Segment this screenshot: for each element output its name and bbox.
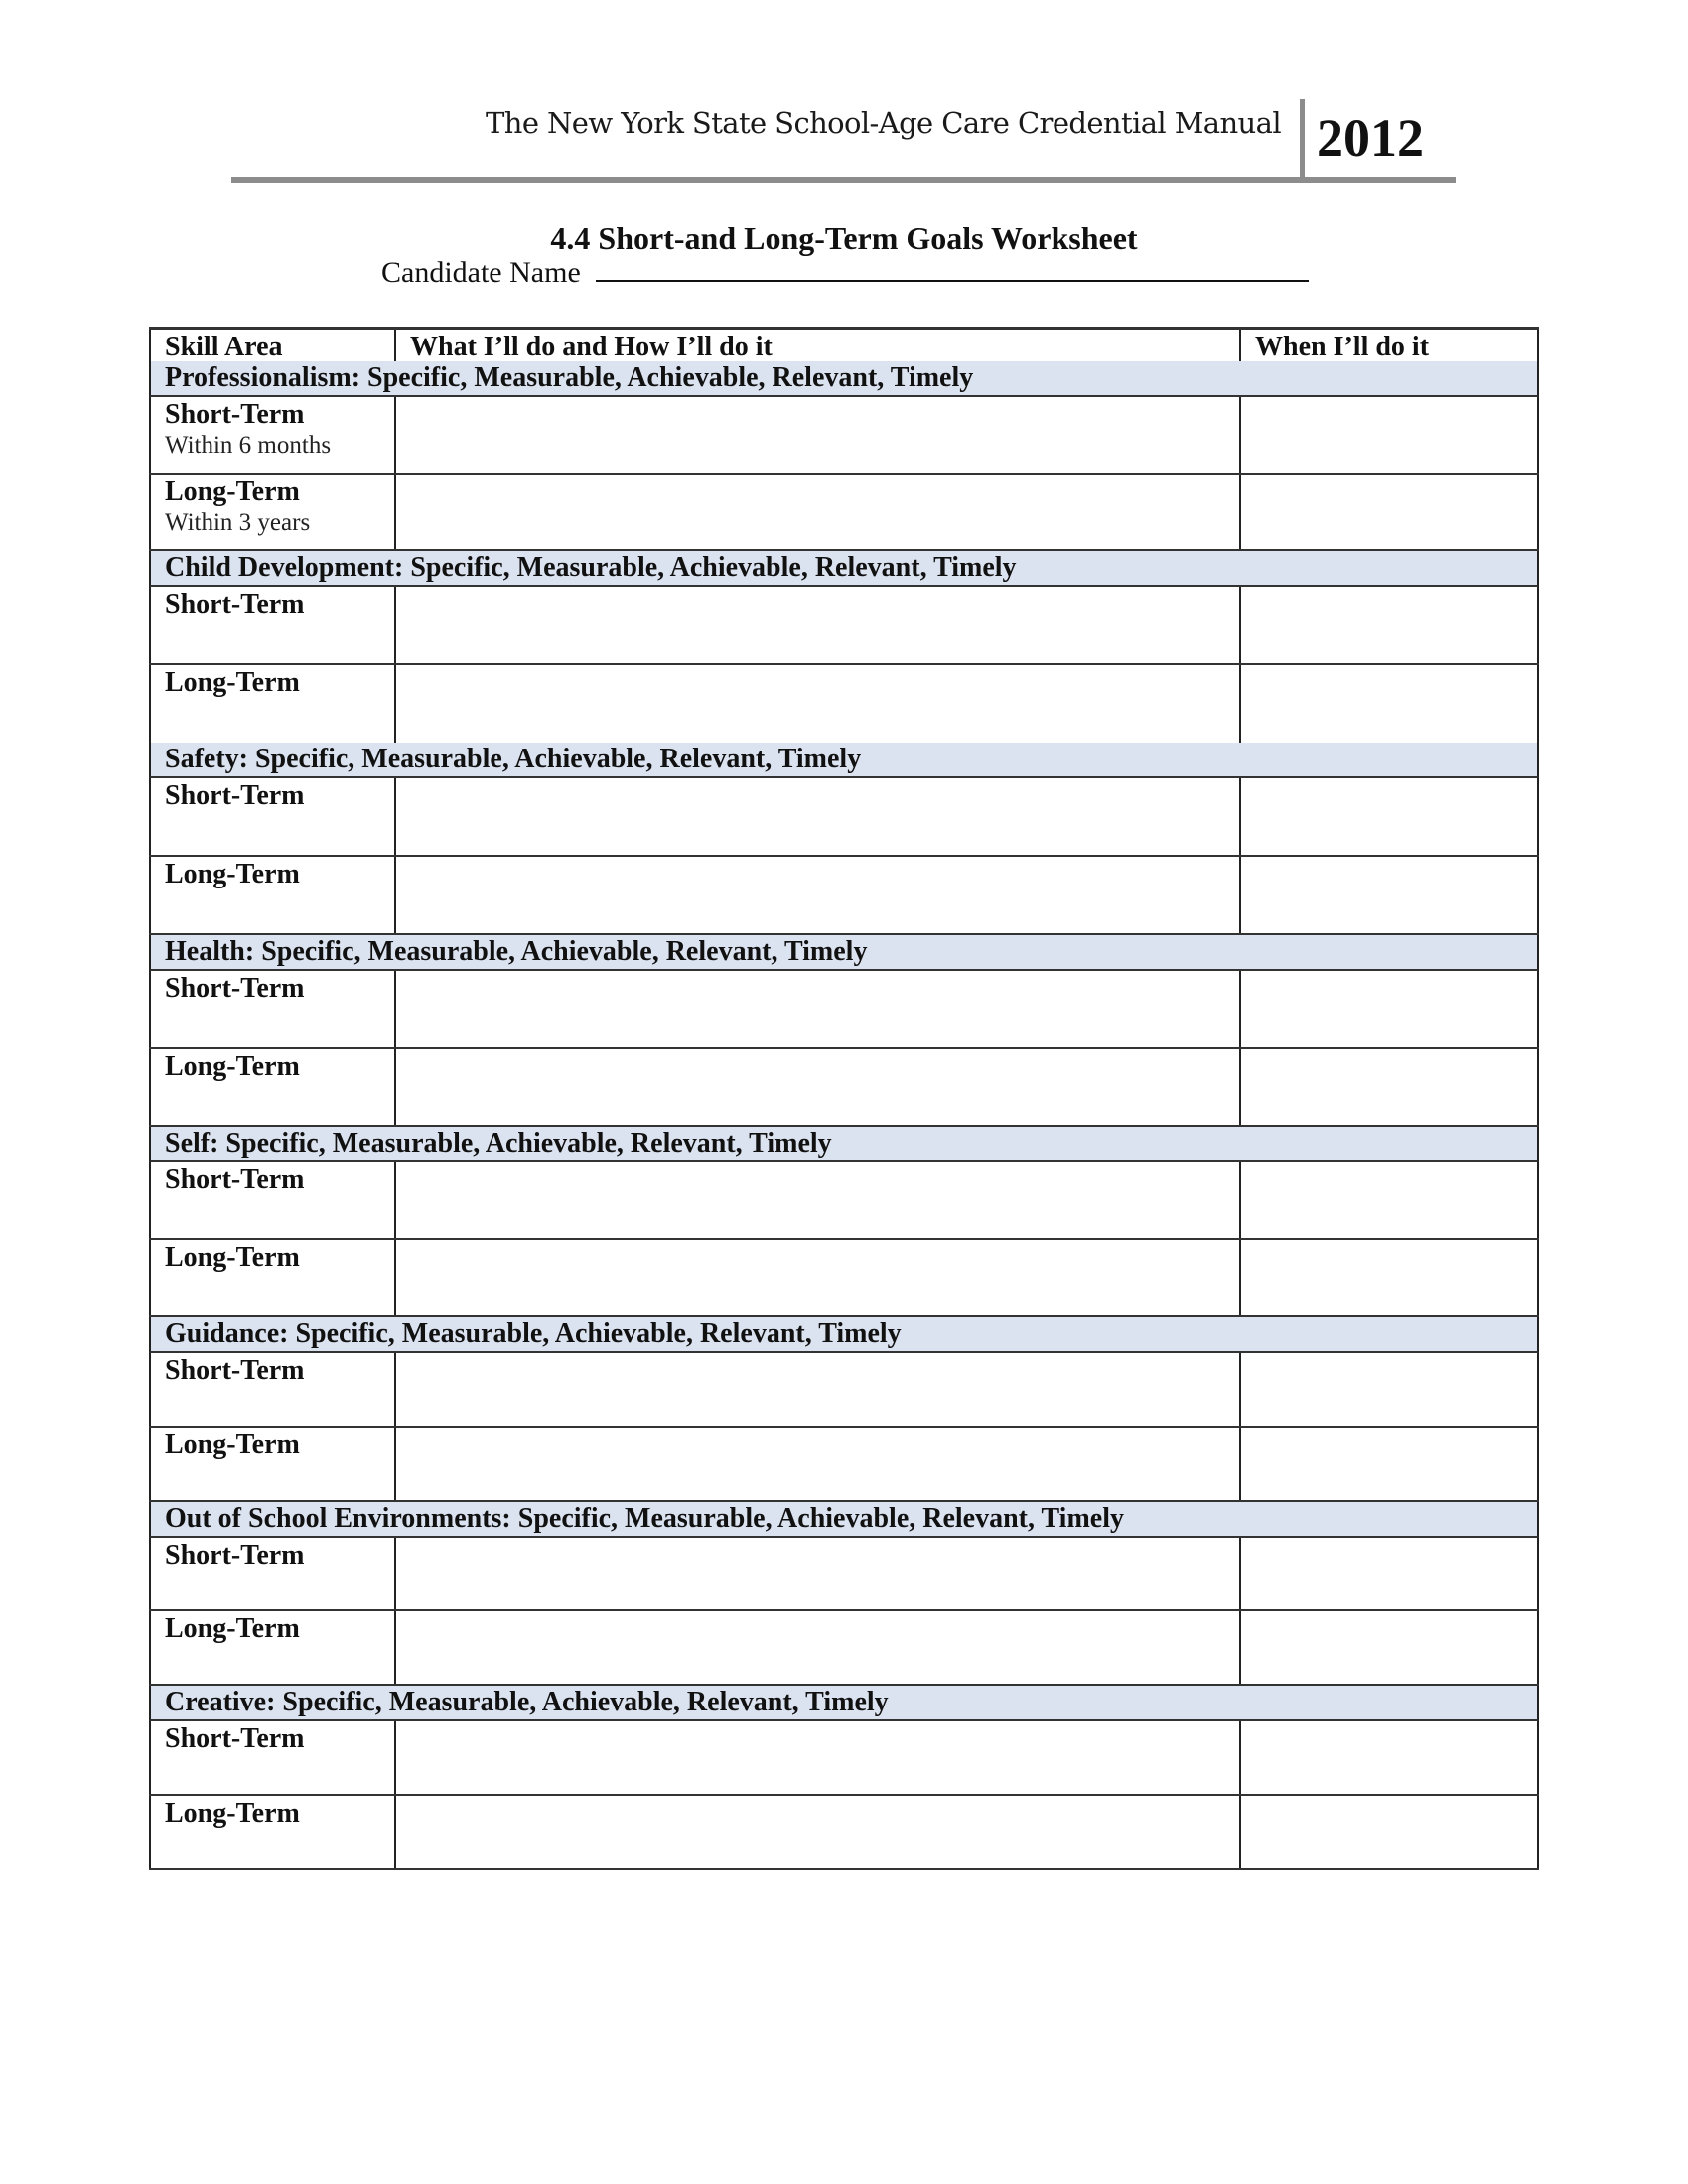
term-label: Long-Term	[165, 859, 300, 889]
term-label: Long-Term	[165, 477, 300, 507]
section-band-professionalism: Professionalism: Specific, Measurable, Achievable, Relevant, Timely	[149, 361, 1539, 397]
section-band-out-of-school-environments: Out of School Environments: Specific, Measurable, Achievable, Relevant, Timely	[149, 1502, 1539, 1538]
table-row	[149, 1240, 1539, 1317]
skill-cell	[149, 1796, 396, 1868]
term-label: Short-Term	[165, 1355, 305, 1386]
column-header-skill-area: Skill Area	[149, 330, 396, 361]
term-label: Long-Term	[165, 1798, 300, 1829]
what-how-cell[interactable]	[396, 1611, 1241, 1684]
skill-cell	[149, 971, 396, 1047]
when-cell[interactable]	[1241, 971, 1539, 1047]
header-rule	[231, 177, 1456, 183]
term-label: Long-Term	[165, 1430, 300, 1460]
table-row	[149, 587, 1539, 665]
candidate-name-label: Candidate Name	[381, 256, 581, 289]
table-row	[149, 397, 1539, 475]
table-row	[149, 857, 1539, 935]
term-label: Short-Term	[165, 973, 305, 1004]
header-vertical-divider	[1300, 99, 1305, 181]
when-cell[interactable]	[1241, 1796, 1539, 1868]
term-note: Within 6 months	[165, 432, 332, 459]
when-cell[interactable]	[1241, 857, 1539, 933]
when-cell[interactable]	[1241, 587, 1539, 663]
what-how-cell[interactable]	[396, 587, 1241, 663]
skill-cell	[149, 857, 396, 933]
when-cell[interactable]	[1241, 1240, 1539, 1315]
when-cell[interactable]	[1241, 475, 1539, 549]
term-label: Long-Term	[165, 667, 300, 698]
term-note: Within 3 years	[165, 509, 311, 536]
section-band-creative: Creative: Specific, Measurable, Achievable, Relevant, Timely	[149, 1686, 1539, 1721]
what-how-cell[interactable]	[396, 1049, 1241, 1125]
section-band-safety: Safety: Specific, Measurable, Achievable, Relevant, Timely	[149, 743, 1539, 778]
table-row	[149, 1721, 1539, 1796]
table-row	[149, 475, 1539, 551]
worksheet-title: 4.4 Short-and Long-Term Goals Worksheet	[550, 220, 1138, 256]
skill-cell	[149, 397, 396, 473]
when-cell[interactable]	[1241, 1611, 1539, 1684]
when-cell[interactable]	[1241, 665, 1539, 743]
skill-cell	[149, 1428, 396, 1500]
skill-cell	[149, 665, 396, 743]
when-cell[interactable]	[1241, 1049, 1539, 1125]
skill-cell	[149, 475, 396, 549]
what-how-cell[interactable]	[396, 397, 1241, 473]
table-row	[149, 1538, 1539, 1611]
term-label: Short-Term	[165, 1723, 305, 1754]
table-row	[149, 1162, 1539, 1240]
when-cell[interactable]	[1241, 778, 1539, 855]
when-cell[interactable]	[1241, 1721, 1539, 1794]
term-label: Short-Term	[165, 1164, 305, 1195]
term-label: Short-Term	[165, 780, 305, 811]
column-header-what-how: What I’ll do and How I’ll do it	[396, 330, 1241, 361]
table-header-row	[149, 327, 1539, 361]
table-row	[149, 1353, 1539, 1428]
section-band-health: Health: Specific, Measurable, Achievable, Relevant, Timely	[149, 935, 1539, 971]
skill-cell	[149, 1240, 396, 1315]
skill-cell	[149, 1353, 396, 1426]
when-cell[interactable]	[1241, 1428, 1539, 1500]
manual-title: The New York State School-Age Care Credential Manual	[486, 106, 1281, 140]
what-how-cell[interactable]	[396, 1353, 1241, 1426]
skill-cell	[149, 1162, 396, 1238]
skill-cell	[149, 1721, 396, 1794]
skill-cell	[149, 587, 396, 663]
table-row	[149, 1796, 1539, 1870]
table-row	[149, 971, 1539, 1049]
term-label: Long-Term	[165, 1242, 300, 1273]
skill-cell	[149, 778, 396, 855]
term-label: Short-Term	[165, 399, 305, 430]
header-year: 2012	[1317, 108, 1424, 168]
section-band-self: Self: Specific, Measurable, Achievable, Relevant, Timely	[149, 1127, 1539, 1162]
skill-cell	[149, 1611, 396, 1684]
what-how-cell[interactable]	[396, 1240, 1241, 1315]
when-cell[interactable]	[1241, 1538, 1539, 1609]
section-band-child-development: Child Development: Specific, Measurable, Achievable, Relevant, Timely	[149, 551, 1539, 587]
what-how-cell[interactable]	[396, 1428, 1241, 1500]
running-header	[0, 0, 1688, 199]
section-band-guidance: Guidance: Specific, Measurable, Achievable, Relevant, Timely	[149, 1317, 1539, 1353]
table-row	[149, 1428, 1539, 1502]
table-row	[149, 665, 1539, 743]
when-cell[interactable]	[1241, 1162, 1539, 1238]
skill-cell	[149, 1049, 396, 1125]
candidate-name-field[interactable]	[596, 256, 1309, 282]
term-label: Long-Term	[165, 1613, 300, 1644]
skill-cell	[149, 1538, 396, 1609]
goals-table	[149, 327, 1539, 1870]
candidate-name-row	[381, 256, 1309, 290]
what-how-cell[interactable]	[396, 1162, 1241, 1238]
column-header-when: When I’ll do it	[1241, 330, 1539, 361]
term-label: Long-Term	[165, 1051, 300, 1082]
when-cell[interactable]	[1241, 1353, 1539, 1426]
what-how-cell[interactable]	[396, 1538, 1241, 1609]
what-how-cell[interactable]	[396, 971, 1241, 1047]
what-how-cell[interactable]	[396, 857, 1241, 933]
what-how-cell[interactable]	[396, 665, 1241, 743]
table-row	[149, 1049, 1539, 1127]
term-label: Short-Term	[165, 1540, 305, 1570]
term-label: Short-Term	[165, 589, 305, 619]
what-how-cell[interactable]	[396, 1796, 1241, 1868]
table-row	[149, 778, 1539, 857]
when-cell[interactable]	[1241, 397, 1539, 473]
what-how-cell[interactable]	[396, 1721, 1241, 1794]
what-how-cell[interactable]	[396, 778, 1241, 855]
table-row	[149, 1611, 1539, 1686]
what-how-cell[interactable]	[396, 475, 1241, 549]
